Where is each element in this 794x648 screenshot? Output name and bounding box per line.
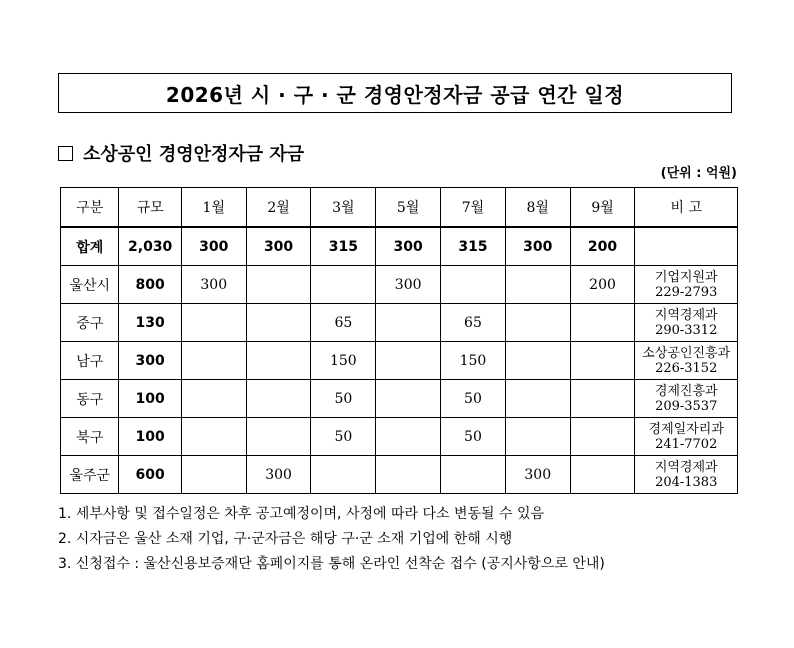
table-row [61,456,738,494]
cell-m9 [570,342,635,380]
header-cell: 7월 [441,188,506,228]
row-scale: 800 [119,266,181,304]
cell-m9 [570,418,635,456]
header-cell: 1월 [181,188,246,228]
remark-phone: 229-2793 [655,284,718,300]
row-name: 울주군 [61,456,119,494]
cell-m7: 315 [441,227,506,266]
checkbox-icon [58,146,73,161]
header-cell: 비 고 [635,188,738,228]
cell-m7: 50 [441,418,506,456]
cell-m8 [505,380,570,418]
remark-dept: 기업지원과 [654,269,718,285]
cell-m8: 300 [505,227,570,266]
row-name: 동구 [61,380,119,418]
cell-m3: 50 [311,380,376,418]
header-cell: 8월 [505,188,570,228]
cell-m3: 65 [311,304,376,342]
section-header [58,140,304,166]
cell-m8 [505,266,570,304]
row-name: 남구 [61,342,119,380]
cell-m8 [505,418,570,456]
remark-dept: 경제일자리과 [648,421,724,437]
remark-dept: 지역경제과 [654,307,718,323]
row-name: 합계 [61,227,119,266]
row-scale: 300 [119,342,181,380]
cell-m9 [570,456,635,494]
remark-phone: 226-3152 [655,360,718,376]
cell-m5 [376,456,441,494]
note-item: 1. 세부사항 및 접수일정은 차후 공고예정이며, 사정에 따라 다소 변동될 수 있음 [58,506,545,522]
cell-m7 [441,456,506,494]
header-cell: 9월 [570,188,635,228]
cell-m8 [505,342,570,380]
table-row [61,418,738,456]
header-cell: 구분 [61,188,119,228]
remark-phone: 290-3312 [655,322,718,338]
cell-remark [635,266,738,304]
cell-remark [635,418,738,456]
note-item: 3. 신청접수 : 울산신용보증재단 홈페이지를 통해 온라인 선착순 접수 (공지사항으로 안내) [58,556,605,572]
cell-m7: 50 [441,380,506,418]
row-scale: 600 [119,456,181,494]
cell-m3 [311,456,376,494]
cell-m1 [181,342,246,380]
header-cell: 3월 [311,188,376,228]
cell-m1 [181,456,246,494]
header-cell: 2월 [246,188,311,228]
notes-list [58,502,605,577]
cell-m2 [246,380,311,418]
remark-phone: 209-3537 [655,398,718,414]
cell-m5: 300 [376,266,441,304]
cell-m2 [246,418,311,456]
table-row [61,266,738,304]
table-row [61,380,738,418]
cell-m8 [505,304,570,342]
section-title: 소상공인 경영안정자금 자금 [83,144,305,165]
header-cell: 규모 [119,188,181,228]
cell-remark [635,380,738,418]
cell-remark [635,342,738,380]
schedule-table [60,187,738,494]
table-header-row [61,188,738,228]
cell-m2: 300 [246,227,311,266]
unit-label: (단위 : 억원) [660,166,737,181]
remark-dept: 경제진흥과 [654,383,718,399]
cell-m7: 150 [441,342,506,380]
cell-m9: 200 [570,227,635,266]
cell-m2 [246,304,311,342]
cell-remark [635,456,738,494]
cell-m2 [246,266,311,304]
cell-m9: 200 [570,266,635,304]
cell-m5: 300 [376,227,441,266]
remark-phone: 204-1383 [655,474,718,490]
remark-dept: 소상공인진흥과 [642,345,731,361]
cell-m7: 65 [441,304,506,342]
row-name: 울산시 [61,266,119,304]
cell-m2 [246,342,311,380]
row-scale: 130 [119,304,181,342]
table-row [61,227,738,266]
cell-remark [635,227,738,266]
cell-m9 [570,304,635,342]
cell-remark [635,304,738,342]
cell-m3 [311,266,376,304]
cell-m8: 300 [505,456,570,494]
cell-m5 [376,418,441,456]
page-title: 2026년 시 · 구 · 군 경영안정자금 공급 연간 일정 [58,73,732,113]
cell-m3: 315 [311,227,376,266]
row-name: 북구 [61,418,119,456]
cell-m5 [376,304,441,342]
table-row [61,304,738,342]
row-scale: 100 [119,418,181,456]
note-item: 2. 시자금은 울산 소재 기업, 구·군자금은 해당 구·군 소재 기업에 한해 시행 [58,531,513,547]
remark-dept: 지역경제과 [654,459,718,475]
header-cell: 5월 [376,188,441,228]
cell-m5 [376,342,441,380]
cell-m7 [441,266,506,304]
cell-m1 [181,380,246,418]
row-name: 중구 [61,304,119,342]
cell-m2: 300 [246,456,311,494]
row-scale: 2,030 [119,227,181,266]
table-row [61,342,738,380]
cell-m5 [376,380,441,418]
remark-phone: 241-7702 [655,436,718,452]
cell-m1: 300 [181,227,246,266]
cell-m1 [181,418,246,456]
cell-m1: 300 [181,266,246,304]
cell-m3: 150 [311,342,376,380]
cell-m9 [570,380,635,418]
cell-m1 [181,304,246,342]
row-scale: 100 [119,380,181,418]
cell-m3: 50 [311,418,376,456]
